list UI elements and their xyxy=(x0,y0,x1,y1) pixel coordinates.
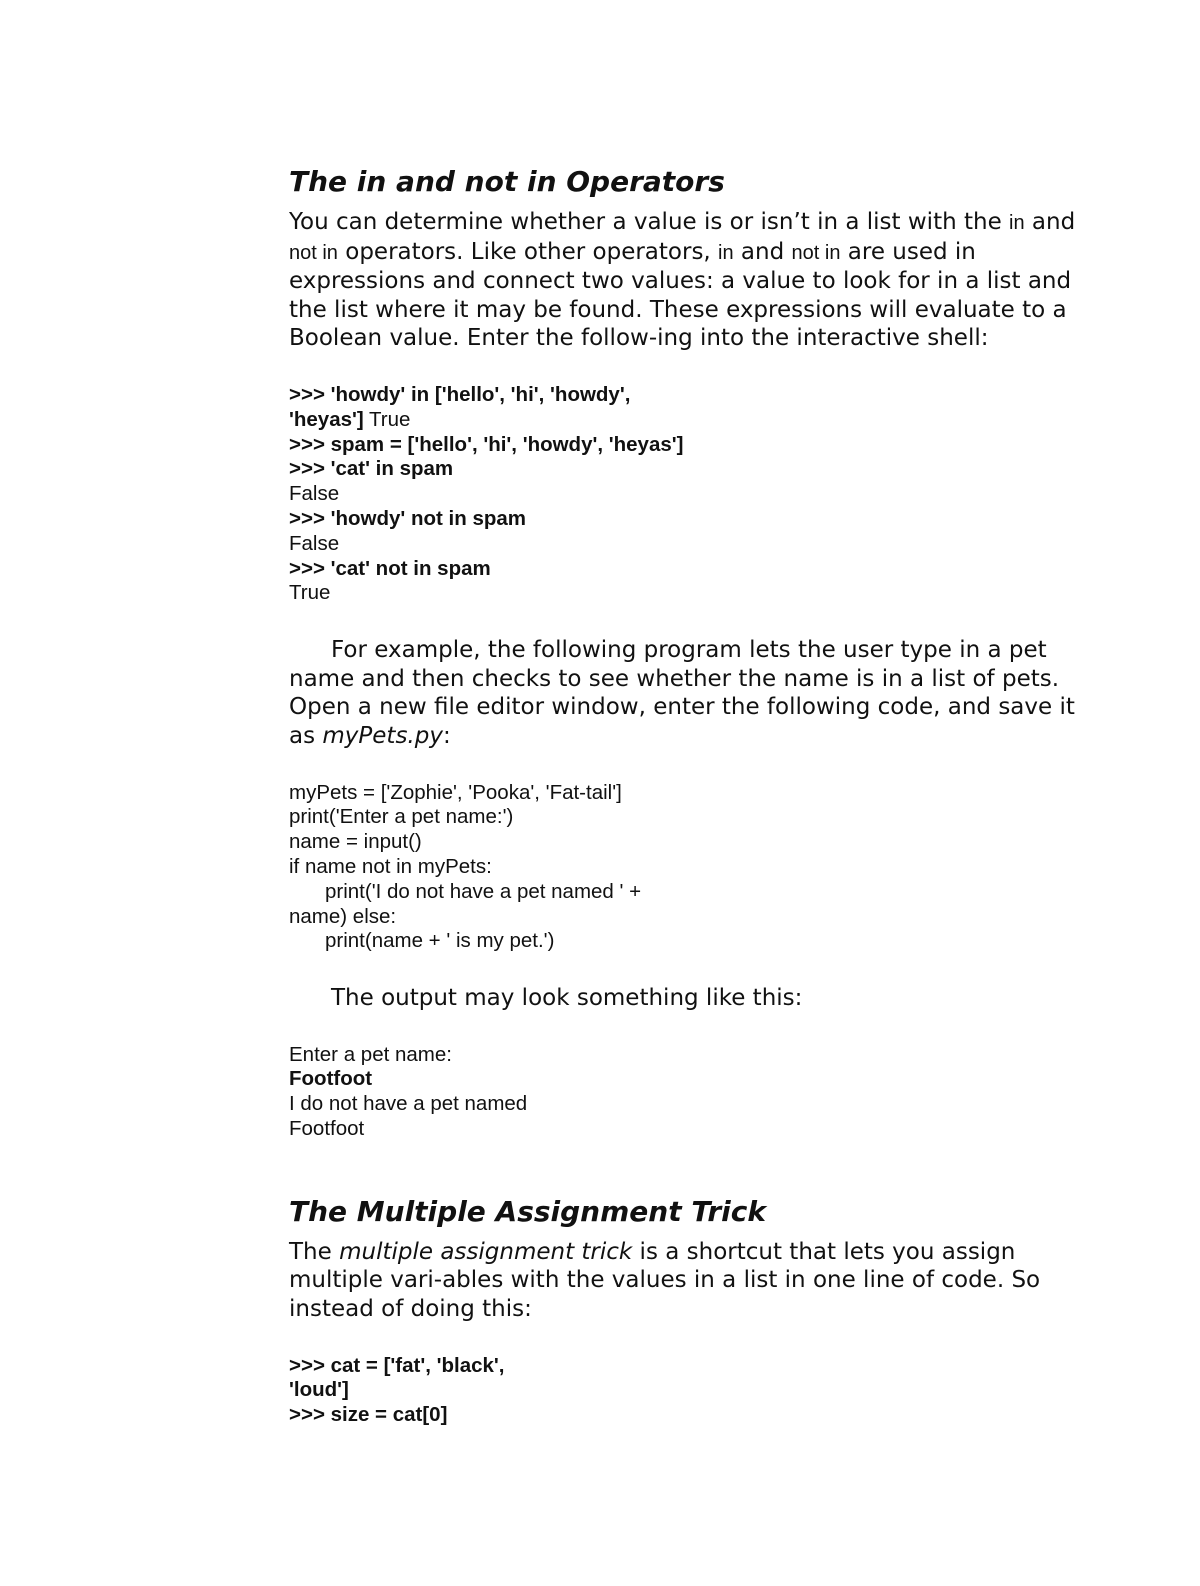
code-line: myPets = ['Zophie', 'Pooka', 'Fat-tail'] xyxy=(289,780,622,804)
inline-code-not-in: not in xyxy=(791,241,841,264)
code-line: >>> 'howdy' in ['hello', 'hi', 'howdy', xyxy=(289,382,631,406)
code-line: >>> size = cat[0] xyxy=(289,1403,448,1427)
output-intro-paragraph: The output may look something like this: xyxy=(331,985,803,1012)
example-paragraph: For example, the following program lets the user type in a pet name and then checks to see whether the name is in a list of pets. Open a new file editor window, enter the following code, and save it as myPets.py: xyxy=(289,637,1075,749)
inline-code-in: in xyxy=(1009,212,1025,234)
shell-example-in-operators xyxy=(289,383,1089,606)
code-line: 'heyas'] True xyxy=(289,407,411,431)
program-listing-mypets xyxy=(289,781,1089,955)
intro-paragraph: You can determine whether a value is or isn’t in a list with the in and not in operators. Like other operators, in and not in are used in expressions and connect two values: a value to look for in a list and the list where it may be found. These expressions will evaluate to a Boolean value. Enter the follow-ing into the interactive shell: xyxy=(289,209,1076,352)
code-line: name) else: xyxy=(289,904,397,928)
shell-example-multiple-assignment xyxy=(289,1354,1089,1428)
output-line: Enter a pet name: xyxy=(289,1042,452,1066)
section-heading-in-operators: The in and not in Operators xyxy=(289,165,725,198)
program-output xyxy=(289,1043,1089,1142)
code-output-line: False xyxy=(289,482,340,506)
section-heading-multiple-assignment: The Multiple Assignment Trick xyxy=(289,1194,766,1228)
user-input-line: Footfoot xyxy=(289,1067,373,1091)
inline-code-not-in: not in xyxy=(289,241,338,264)
code-output-line: True xyxy=(289,581,331,605)
multiple-assignment-paragraph: The multiple assignment trick is a shortcut that lets you assign multiple vari-ables with the values in a list in one line of code. So instead of doing this: xyxy=(289,1238,1041,1323)
output-line: I do not have a pet named xyxy=(289,1092,528,1116)
output-line: Footfoot xyxy=(289,1117,365,1141)
code-line: >>> 'cat' not in spam xyxy=(289,556,491,580)
code-line: print('I do not have a pet named ' + xyxy=(325,879,642,903)
code-line: >>> spam = ['hello', 'hi', 'howdy', 'heyas'] xyxy=(289,432,684,456)
inline-code-in: in xyxy=(718,241,734,264)
code-line: print('Enter a pet name:') xyxy=(289,805,514,829)
code-output-line: False xyxy=(289,531,340,555)
code-line: >>> 'howdy' not in spam xyxy=(289,506,527,530)
term: multiple assignment trick xyxy=(339,1238,633,1265)
document-page xyxy=(289,160,1089,1428)
code-line: if name not in myPets: xyxy=(289,854,492,878)
filename: myPets.py xyxy=(322,722,443,749)
code-line: >>> 'cat' in spam xyxy=(289,457,454,481)
code-line: print(name + ' is my pet.') xyxy=(325,929,555,953)
code-line: 'loud'] xyxy=(289,1378,349,1402)
code-line: >>> cat = ['fat', 'black', xyxy=(289,1353,505,1377)
code-line: name = input() xyxy=(289,830,422,854)
